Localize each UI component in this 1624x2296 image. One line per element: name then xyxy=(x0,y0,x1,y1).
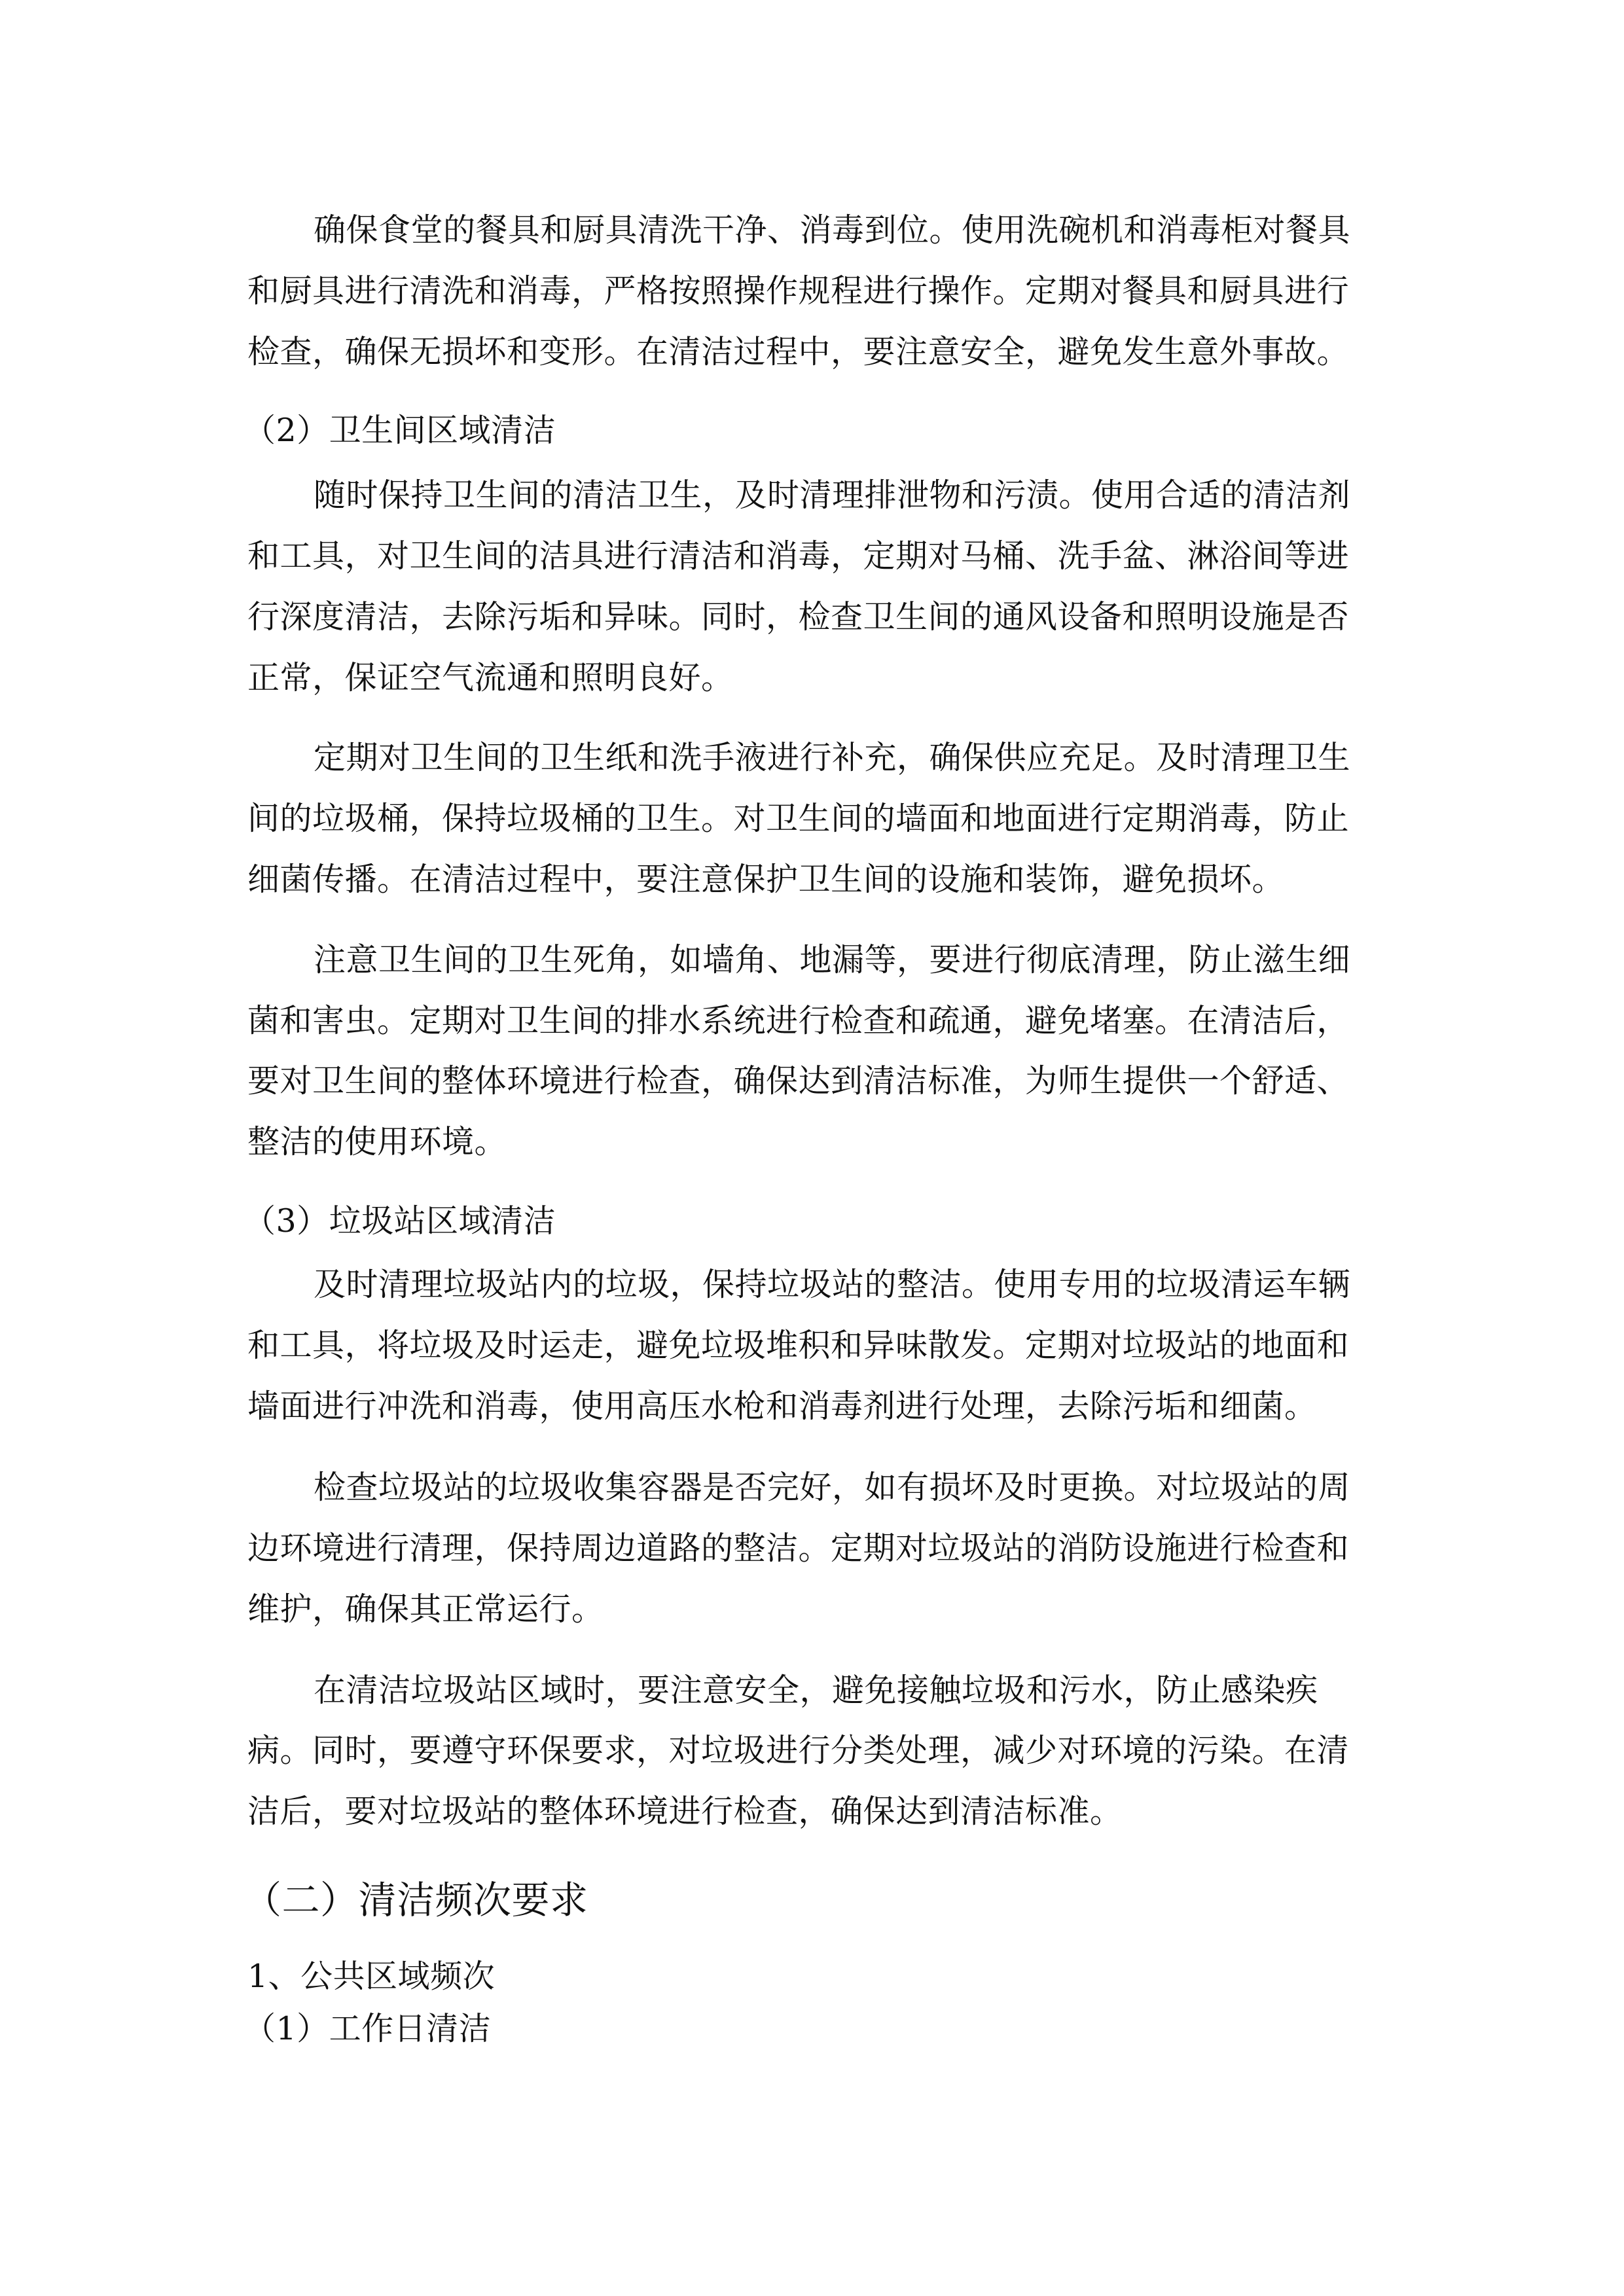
paragraph-line: 墙面进行冲洗和消毒，使用高压水枪和消毒剂进行处理，去除污垢和细菌。 xyxy=(247,1388,1317,1425)
paragraph-line: 整洁的使用环境。 xyxy=(247,1123,507,1160)
section-heading-frequency: （二）清洁频次要求 xyxy=(244,1878,588,1922)
paragraph-line: 随时保持卫生间的清洁卫生，及时清理排泄物和污渍。使用合适的清洁剂 xyxy=(314,476,1351,514)
subheading-garbage-area: （3）垃圾站区域清洁 xyxy=(244,1202,556,1240)
paragraph-line: 在清洁垃圾站区域时，要注意安全，避免接触垃圾和污水，防止感染疾 xyxy=(314,1672,1318,1709)
paragraph-line: 和工具，将垃圾及时运走，避免垃圾堆积和异味散发。定期对垃圾站的地面和 xyxy=(247,1327,1350,1364)
paragraph-line: 和工具，对卫生间的洁具进行清洁和消毒，定期对马桶、洗手盆、淋浴间等进 xyxy=(247,537,1350,575)
paragraph-line: 病。同时，要遵守环保要求，对垃圾进行分类处理，减少对环境的污染。在清 xyxy=(247,1732,1350,1769)
paragraph-line: 确保食堂的餐具和厨具清洗干净、消毒到位。使用洗碗机和消毒柜对餐具 xyxy=(314,211,1351,249)
paragraph-line: 要对卫生间的整体环境进行检查，确保达到清洁标准，为师生提供一个舒适、 xyxy=(247,1062,1350,1100)
paragraph-line: 细菌传播。在清洁过程中，要注意保护卫生间的设施和装饰，避免损坏。 xyxy=(247,861,1285,898)
paragraph-line: 定期对卫生间的卫生纸和洗手液进行补充，确保供应充足。及时清理卫生 xyxy=(314,739,1351,776)
paragraph-line: 和厨具进行清洗和消毒，严格按照操作规程进行操作。定期对餐具和厨具进行 xyxy=(247,272,1350,310)
paragraph-line: 洁后，要对垃圾站的整体环境进行检查，确保达到清洁标准。 xyxy=(247,1793,1123,1830)
paragraph-line: 及时清理垃圾站内的垃圾，保持垃圾站的整洁。使用专用的垃圾清运车辆 xyxy=(314,1266,1351,1303)
paragraph-line: 菌和害虫。定期对卫生间的排水系统进行检查和疏通，避免堵塞。在清洁后， xyxy=(247,1002,1350,1039)
paragraph-line: 检查，确保无损坏和变形。在清洁过程中，要注意安全，避免发生意外事故。 xyxy=(247,333,1350,370)
paragraph-line: 间的垃圾桶，保持垃圾桶的卫生。对卫生间的墙面和地面进行定期消毒，防止 xyxy=(247,800,1350,837)
paragraph-line: 检查垃圾站的垃圾收集容器是否完好，如有损坏及时更换。对垃圾站的周 xyxy=(314,1469,1351,1506)
paragraph-line: 正常，保证空气流通和照明良好。 xyxy=(247,659,734,696)
subheading-workday-cleaning: （1）工作日清洁 xyxy=(244,2010,492,2047)
paragraph-line: 注意卫生间的卫生死角，如墙角、地漏等，要进行彻底清理，防止滋生细 xyxy=(314,941,1351,978)
paragraph-line: 维护，确保其正常运行。 xyxy=(247,1590,604,1628)
paragraph-line: 行深度清洁，去除污垢和异味。同时，检查卫生间的通风设备和照明设施是否 xyxy=(247,598,1350,636)
paragraph-line: 边环境进行清理，保持周边道路的整洁。定期对垃圾站的消防设施进行检查和 xyxy=(247,1530,1350,1567)
subheading-toilet-area: （2）卫生间区域清洁 xyxy=(244,412,556,449)
subheading-public-area-frequency: 1、公共区域频次 xyxy=(247,1958,496,1995)
